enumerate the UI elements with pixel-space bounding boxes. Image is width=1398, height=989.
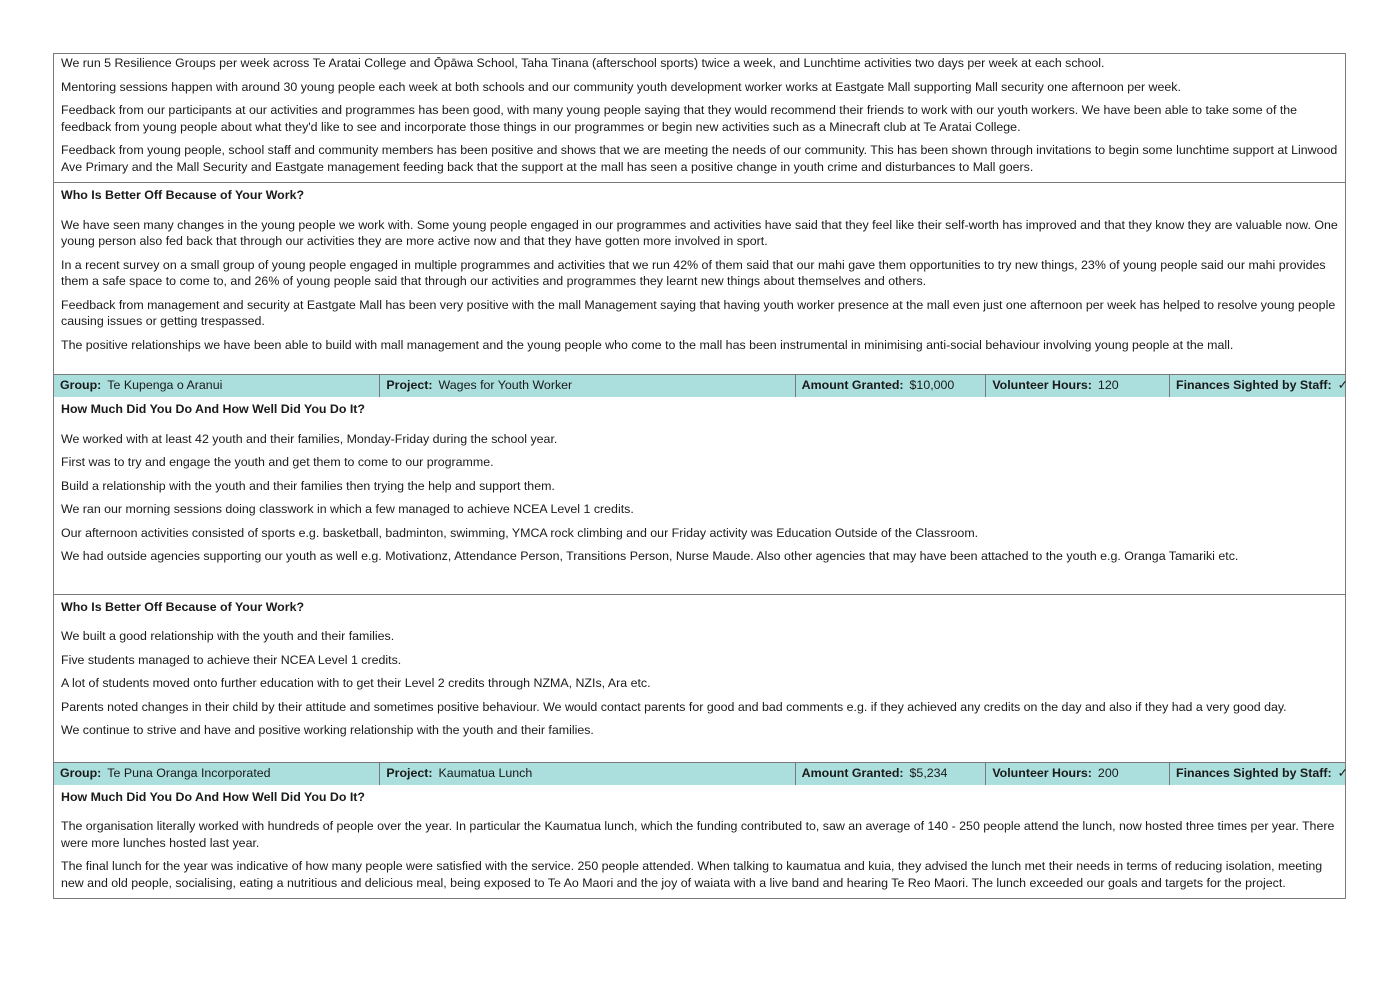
paragraph: Parents noted changes in their child by their attitude and sometimes positive behaviour. We would contact parents for good and bad comments e.g. if they achieved any credits on the day and also if they had a very good day. [61,699,1287,714]
paragraph: We have seen many changes in the young people we work with. Some young people engaged in our programmes and activities have said that they feel like their self-worth has improved and that they know they are valuable now. One young person also fed back that through our activities they are more active now and that they have gotten more involved in sport. [61,217,1338,248]
section-who-better-off [54,594,1345,762]
paragraph: Mentoring sessions happen with around 30 young people each week at both schools and our community youth development worker works at Eastgate Mall supporting Mall security one afternoon per week. [61,79,1181,94]
paragraph: Feedback from our participants at our activities and programmes has been good, with many young people saying that they would recommend their friends to work with our youth workers. We have been able to take some of the feedback from young people about what they'd like to see and incorporate those things in our programmes or begin new activities such as a Minecraft club at Te Aratai College. [61,103,1298,134]
group-cell: Group: Te Kupenga o Aranui [60,378,223,392]
paragraph: Five students managed to achieve their NCEA Level 1 credits. [61,652,402,667]
finances-cell: Finances Sighted by Staff: ✓ [1169,375,1345,397]
paragraph: We run 5 Resilience Groups per week across Te Aratai College and Ōpāwa School, Taha Tinana (afterschool sports) twice a week, and Lunchtime activities two days per week at each school. [61,56,1105,70]
section-heading: How Much Did You Do And How Well Did You Do It? [61,789,366,804]
section-heading: Who Is Better Off Because of Your Work? [61,188,305,202]
amount-value: $5,234 [909,765,948,780]
grant-header-row [54,374,1348,397]
section-how-much [54,397,1345,594]
project-cell: Project: Wages for Youth Worker [379,375,794,397]
paragraph: We built a good relationship with the youth and their families. [61,629,395,643]
project-cell: Project: Kaumatua Lunch [379,763,794,785]
amount-value: $10,000 [909,378,955,392]
hours-value: 200 [1097,765,1119,780]
hours-value: 120 [1097,378,1119,392]
amount-cell: Amount Granted: $5,234 [795,763,986,785]
report-document [53,53,1346,899]
paragraph: We worked with at least 42 youth and their families, Monday-Friday during the school year. [61,431,558,446]
paragraph: The final lunch for the year was indicative of how many people were satisfied with the service. 250 people attended. When talking to kaumatua and kuia, they advised the lunch met their needs in terms of reducing isolation, meeting new and old people, socialising, eating a nutritious and delicious meal, being exposed to Te Ao Maori and the joy of waiata with a live band and hearing Te Reo Maori. The lunch exceeded our goals and targets for the project. [61,859,1323,890]
project-value: Kaumatua Lunch [438,765,533,780]
section-heading: Who Is Better Off Because of Your Work? [61,599,305,614]
paragraph: Our afternoon activities consisted of sports e.g. basketball, badminton, swimming, YMCA rock climbing and our Friday activity was Education Outside of the Classroom. [61,525,979,540]
paragraph: The organisation literally worked with hundreds of people over the year. In particular the Kaumatua lunch, which the funding contributed to, saw an average of 140 - 250 people attend the lunch, now hosted three times per year. There were more lunches hosted last year. [61,819,1335,850]
amount-cell: Amount Granted: $10,000 [795,375,986,397]
group-value: Te Kupenga o Aranui [107,378,223,392]
check-icon: ✓ [1337,765,1348,780]
grant-header-row [54,762,1348,785]
section-how-much-continued [54,54,1345,182]
paragraph: The positive relationships we have been able to build with mall management and the young people who come to the mall has been instrumental in minimising anti-social behaviour involving young people at the mall. [61,337,1234,352]
group-cell: Group: Te Puna Oranga Incorporated [60,765,271,780]
section-who-better-off [54,182,1345,374]
group-value: Te Puna Oranga Incorporated [107,765,271,780]
paragraph: We had outside agencies supporting our youth as well e.g. Motivationz, Attendance Person, Transitions Person, Nurse Maude. Also other agencies that may have been attached to the youth e.g. Oranga Tamariki etc. [61,549,1239,563]
paragraph: Feedback from management and security at Eastgate Mall has been very positive with the mall Management saying that having youth worker presence at the mall even just one afternoon per week has helped to resolve young people causing issues or getting trespassed. [61,297,1336,328]
paragraph: First was to try and engage the youth and get them to come to our programme. [61,455,494,469]
paragraph: We ran our morning sessions doing classwork in which a few managed to achieve NCEA Level 1 credits. [61,502,634,516]
paragraph: We continue to strive and have and positive working relationship with the youth and their families. [61,723,594,737]
project-value: Wages for Youth Worker [438,378,573,392]
hours-cell: Volunteer Hours: 200 [985,763,1169,785]
finances-cell: Finances Sighted by Staff: ✓ [1169,763,1345,785]
section-how-much [54,785,1345,899]
section-heading: How Much Did You Do And How Well Did You Do It? [61,402,366,416]
paragraph: In a recent survey on a small group of young people engaged in multiple programmes and activities that we run 42% of them said that our mahi gave them opportunities to try new things, 23% of young people said our mahi provides them a safe space to come to, and 26% of young people said that through our activities and programmes they learnt new things about themselves and others. [61,257,1326,288]
hours-cell: Volunteer Hours: 120 [985,375,1169,397]
check-icon: ✓ [1337,378,1348,392]
paragraph: A lot of students moved onto further education with to get their Level 2 credits through NZMA, NZIs, Ara etc. [61,676,651,690]
paragraph: Feedback from young people, school staff and community members has been positive and shows that we are meeting the needs of our community. This has been shown through invitations to begin some lunchtime support at Linwood Ave Primary and the Mall Security and Eastgate management feeding back that the support at the mall has seen a positive change in youth crime and disturbances to Mall goers. [61,143,1338,174]
paragraph: Build a relationship with the youth and their families then trying the help and support them. [61,478,555,493]
